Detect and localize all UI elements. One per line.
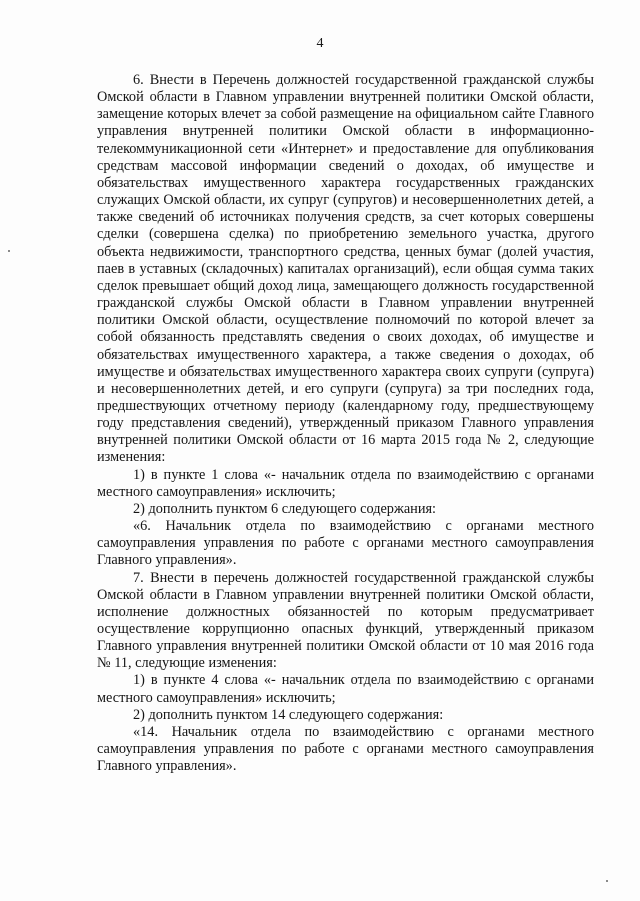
paragraph-item-7-sub-2: 2) дополнить пунктом 14 следующего содержания: bbox=[133, 706, 444, 723]
paragraph-item-6-sub-2: 2) дополнить пунктом 6 следующего содержания: bbox=[133, 500, 437, 517]
paragraph-item-6-quote: «6. Начальник отдела по взаимодействию с органами местного самоуправления управления по работе с органами местного самоуправления Главного управления». bbox=[97, 518, 594, 569]
paragraph-item-7-sub-1: 1) в пункте 4 слова «- начальник отдела по взаимодействию с органами местного самоуправления» исключить; bbox=[97, 672, 594, 706]
paragraph-item-6-sub-1: 1) в пункте 1 слова «- начальник отдела по взаимодействию с органами местного самоуправления» исключить; bbox=[97, 466, 594, 500]
paragraph-item-7-quote: «14. Начальник отдела по взаимодействию с органами местного самоуправления управления по работе с органами местного самоуправления Главного управления». bbox=[97, 723, 594, 775]
scan-speck bbox=[606, 880, 608, 882]
page-number: 4 bbox=[316, 36, 324, 51]
paragraph-item-6: 6. Внести в Перечень должностей государственной гражданской службы Омской области в Главном управлении внутренней политики Омской области, замещение которых влечет за собой размещение на официальном сайте Главного управления внутренней политики Омской области в информационно-телекоммуникационной сети «Интернет» и предоставление для опубликования средствам массовой информации сведений о доходах, об имуществе и обязательствах имущественного характера государственных гражданских служащих Омской области, их супруг (супругов) и несовершеннолетних детей, а также сведений об источниках получения средств, за счет которых совершены сделки (совершена сделка) по приобретению земельного участка, другого объекта недвижимости, транспортного средства, ценных бумаг (долей участия, паев в уставных (складочных) капиталах организаций), если общая сумма таких сделок превышает общий доход лица, замещающего должность государственной гражданской службы Омской области в Главном управлении внутренней политики Омской области, осуществление полномочий по которой влечет за собой обязанность представлять сведения о своих доходах, об имуществе и обязательствах имущественного характера, а также сведения о доходах, об имуществе и обязательствах имущественного характера своих супруги (супруга) и несовершеннолетних детей, и его супруги (супруга) за три последних года, предшествующих отчетному периоду (календарному году, предшествующему году представления сведений), утвержденный приказом Главного управления внутренней политики Омской области от 16 марта 2015 года № 2, следующие изменения: bbox=[97, 72, 594, 466]
paragraph-item-7: 7. Внести в перечень должностей государственной гражданской службы Омской области в Главном управлении внутренней политики Омской области, исполнение должностных обязанностей по которым предусматривает осуществление коррупционно опасных функций, утвержденный приказом Главного управления внутренней политики Омской области от 10 мая 2016 года № 11, следующие изменения: bbox=[97, 569, 594, 672]
scan-speck bbox=[8, 250, 10, 252]
document-body bbox=[97, 72, 594, 775]
